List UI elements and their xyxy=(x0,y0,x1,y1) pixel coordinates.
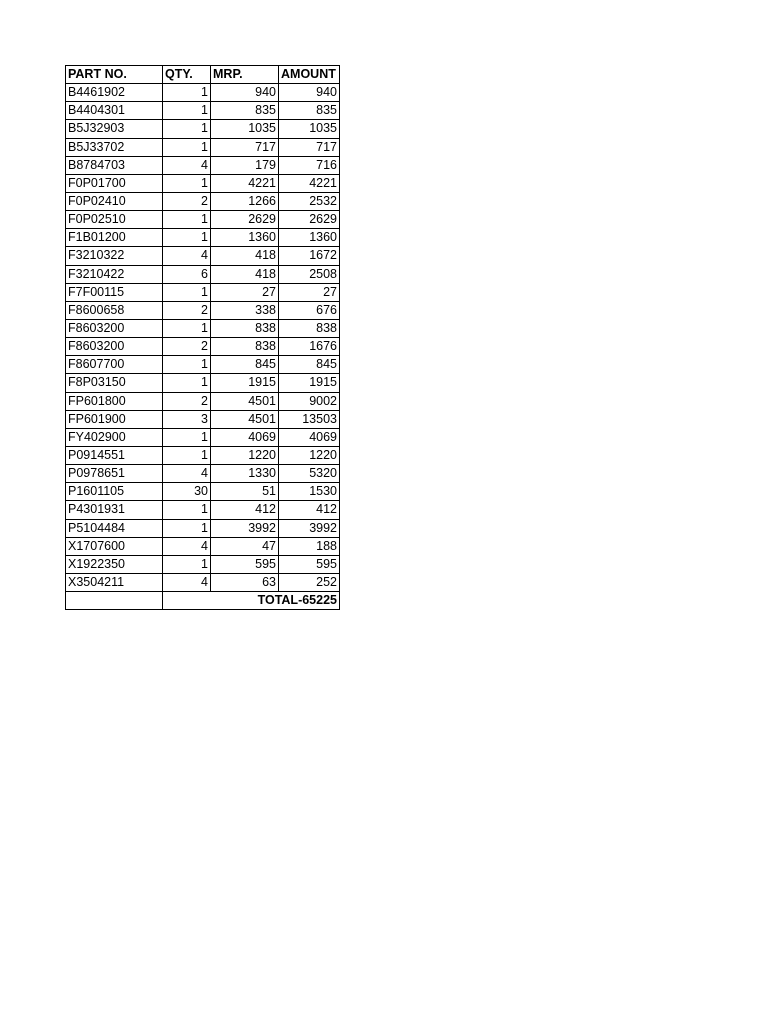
amount-cell: 717 xyxy=(279,138,340,156)
amount-cell: 4069 xyxy=(279,428,340,446)
table-row xyxy=(66,265,340,283)
table-row xyxy=(66,84,340,102)
qty-cell: 1 xyxy=(163,211,211,229)
mrp-cell: 1220 xyxy=(211,446,279,464)
header-qty: QTY. xyxy=(163,66,211,84)
part-no-cell: F8607700 xyxy=(66,356,163,374)
table-row xyxy=(66,392,340,410)
qty-cell: 2 xyxy=(163,301,211,319)
mrp-cell: 595 xyxy=(211,555,279,573)
part-no-cell: B5J33702 xyxy=(66,138,163,156)
amount-cell: 845 xyxy=(279,356,340,374)
mrp-cell: 2629 xyxy=(211,211,279,229)
part-no-cell: P0914551 xyxy=(66,446,163,464)
part-no-cell: B8784703 xyxy=(66,156,163,174)
table-row xyxy=(66,465,340,483)
table-row xyxy=(66,229,340,247)
part-no-cell: P0978651 xyxy=(66,465,163,483)
table-row xyxy=(66,555,340,573)
qty-cell: 4 xyxy=(163,247,211,265)
mrp-cell: 835 xyxy=(211,102,279,120)
part-no-cell: F3210422 xyxy=(66,265,163,283)
part-no-cell: F8603200 xyxy=(66,338,163,356)
part-no-cell: FP601900 xyxy=(66,410,163,428)
table-row xyxy=(66,211,340,229)
part-no-cell: P4301931 xyxy=(66,501,163,519)
header-row xyxy=(66,66,340,84)
qty-cell: 1 xyxy=(163,446,211,464)
qty-cell: 4 xyxy=(163,537,211,555)
part-no-cell: X3504211 xyxy=(66,573,163,591)
table-row xyxy=(66,319,340,337)
qty-cell: 1 xyxy=(163,84,211,102)
mrp-cell: 838 xyxy=(211,338,279,356)
mrp-cell: 4069 xyxy=(211,428,279,446)
mrp-cell: 4501 xyxy=(211,410,279,428)
table-row xyxy=(66,483,340,501)
part-no-cell: P1601105 xyxy=(66,483,163,501)
mrp-cell: 4501 xyxy=(211,392,279,410)
table-row xyxy=(66,428,340,446)
part-no-cell: F0P02410 xyxy=(66,192,163,210)
part-no-cell: FY402900 xyxy=(66,428,163,446)
table-row xyxy=(66,519,340,537)
amount-cell: 940 xyxy=(279,84,340,102)
part-no-cell: B5J32903 xyxy=(66,120,163,138)
amount-cell: 838 xyxy=(279,319,340,337)
part-no-cell: X1707600 xyxy=(66,537,163,555)
mrp-cell: 1360 xyxy=(211,229,279,247)
amount-cell: 2532 xyxy=(279,192,340,210)
table-row xyxy=(66,356,340,374)
qty-cell: 1 xyxy=(163,374,211,392)
part-no-cell: X1922350 xyxy=(66,555,163,573)
part-no-cell: B4461902 xyxy=(66,84,163,102)
qty-cell: 30 xyxy=(163,483,211,501)
mrp-cell: 179 xyxy=(211,156,279,174)
qty-cell: 1 xyxy=(163,138,211,156)
table-row xyxy=(66,537,340,555)
mrp-cell: 1330 xyxy=(211,465,279,483)
part-no-cell: F8P03150 xyxy=(66,374,163,392)
qty-cell: 2 xyxy=(163,338,211,356)
qty-cell: 2 xyxy=(163,392,211,410)
qty-cell: 4 xyxy=(163,573,211,591)
amount-cell: 2629 xyxy=(279,211,340,229)
qty-cell: 1 xyxy=(163,428,211,446)
table-row xyxy=(66,174,340,192)
part-no-cell: F8603200 xyxy=(66,319,163,337)
qty-cell: 1 xyxy=(163,283,211,301)
amount-cell: 9002 xyxy=(279,392,340,410)
qty-cell: 1 xyxy=(163,501,211,519)
table-row xyxy=(66,120,340,138)
mrp-cell: 3992 xyxy=(211,519,279,537)
table-row xyxy=(66,102,340,120)
amount-cell: 27 xyxy=(279,283,340,301)
amount-cell: 1035 xyxy=(279,120,340,138)
qty-cell: 2 xyxy=(163,192,211,210)
mrp-cell: 838 xyxy=(211,319,279,337)
amount-cell: 5320 xyxy=(279,465,340,483)
mrp-cell: 47 xyxy=(211,537,279,555)
mrp-cell: 1915 xyxy=(211,374,279,392)
mrp-cell: 940 xyxy=(211,84,279,102)
qty-cell: 1 xyxy=(163,356,211,374)
mrp-cell: 845 xyxy=(211,356,279,374)
qty-cell: 1 xyxy=(163,174,211,192)
qty-cell: 3 xyxy=(163,410,211,428)
header-mrp: MRP. xyxy=(211,66,279,84)
amount-cell: 1220 xyxy=(279,446,340,464)
table-row xyxy=(66,573,340,591)
qty-cell: 1 xyxy=(163,229,211,247)
mrp-cell: 27 xyxy=(211,283,279,301)
part-no-cell: P5104484 xyxy=(66,519,163,537)
mrp-cell: 418 xyxy=(211,247,279,265)
qty-cell: 1 xyxy=(163,102,211,120)
qty-cell: 1 xyxy=(163,319,211,337)
amount-cell: 1672 xyxy=(279,247,340,265)
amount-cell: 4221 xyxy=(279,174,340,192)
amount-cell: 3992 xyxy=(279,519,340,537)
header-part-no: PART NO. xyxy=(66,66,163,84)
table-row xyxy=(66,338,340,356)
qty-cell: 1 xyxy=(163,120,211,138)
table-row xyxy=(66,446,340,464)
qty-cell: 4 xyxy=(163,465,211,483)
part-no-cell: F1B01200 xyxy=(66,229,163,247)
qty-cell: 4 xyxy=(163,156,211,174)
table-row xyxy=(66,156,340,174)
header-amount: AMOUNT xyxy=(279,66,340,84)
total-row xyxy=(66,592,340,610)
mrp-cell: 717 xyxy=(211,138,279,156)
mrp-cell: 1035 xyxy=(211,120,279,138)
mrp-cell: 338 xyxy=(211,301,279,319)
mrp-cell: 1266 xyxy=(211,192,279,210)
amount-cell: 1676 xyxy=(279,338,340,356)
table-row xyxy=(66,192,340,210)
amount-cell: 412 xyxy=(279,501,340,519)
amount-cell: 835 xyxy=(279,102,340,120)
table-row xyxy=(66,138,340,156)
mrp-cell: 418 xyxy=(211,265,279,283)
part-no-cell: FP601800 xyxy=(66,392,163,410)
amount-cell: 1530 xyxy=(279,483,340,501)
part-no-cell: F0P01700 xyxy=(66,174,163,192)
qty-cell: 6 xyxy=(163,265,211,283)
mrp-cell: 63 xyxy=(211,573,279,591)
table-row xyxy=(66,301,340,319)
total-value: TOTAL-65225 xyxy=(163,592,340,610)
part-no-cell: B4404301 xyxy=(66,102,163,120)
amount-cell: 1360 xyxy=(279,229,340,247)
table-row xyxy=(66,247,340,265)
mrp-cell: 412 xyxy=(211,501,279,519)
mrp-cell: 4221 xyxy=(211,174,279,192)
qty-cell: 1 xyxy=(163,519,211,537)
part-no-cell: F3210322 xyxy=(66,247,163,265)
total-empty-cell xyxy=(66,592,163,610)
amount-cell: 1915 xyxy=(279,374,340,392)
part-no-cell: F7F00115 xyxy=(66,283,163,301)
part-no-cell: F8600658 xyxy=(66,301,163,319)
amount-cell: 188 xyxy=(279,537,340,555)
amount-cell: 2508 xyxy=(279,265,340,283)
amount-cell: 13503 xyxy=(279,410,340,428)
parts-table xyxy=(65,65,340,610)
table-row xyxy=(66,410,340,428)
table-row xyxy=(66,374,340,392)
table-row xyxy=(66,283,340,301)
table-row xyxy=(66,501,340,519)
amount-cell: 716 xyxy=(279,156,340,174)
amount-cell: 252 xyxy=(279,573,340,591)
amount-cell: 595 xyxy=(279,555,340,573)
mrp-cell: 51 xyxy=(211,483,279,501)
amount-cell: 676 xyxy=(279,301,340,319)
part-no-cell: F0P02510 xyxy=(66,211,163,229)
qty-cell: 1 xyxy=(163,555,211,573)
